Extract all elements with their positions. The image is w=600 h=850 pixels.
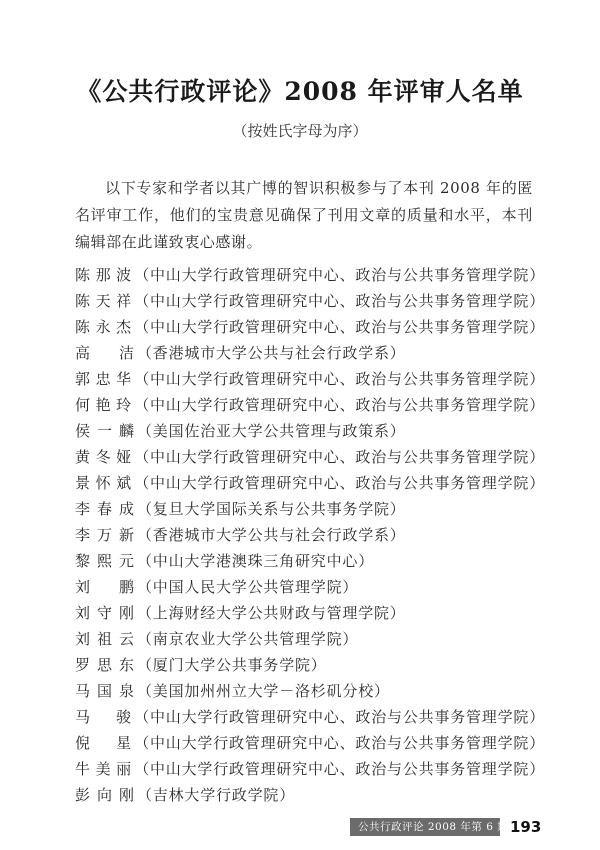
journal-issue-label: 公共行政评论 2008 年第 6 期	[350, 818, 500, 836]
list-item	[75, 522, 545, 548]
reviewer-affiliation: （香港城市大学公共与社会行政学系）	[137, 344, 406, 362]
reviewer-affiliation: （中国人民大学公共管理学院）	[137, 578, 359, 596]
list-item	[75, 652, 545, 678]
reviewer-affiliation: （香港城市大学公共与社会行政学系）	[137, 526, 406, 544]
reviewer-name: 陈天祥	[75, 292, 133, 310]
reviewer-affiliation: （中山大学行政管理研究中心、政治与公共事务管理学院）	[134, 474, 545, 492]
reviewer-name: 黄冬娅	[75, 448, 133, 466]
reviewer-name: 何艳玲	[75, 396, 133, 414]
list-item	[75, 574, 545, 600]
reviewer-name: 陈那波	[75, 266, 133, 284]
list-item	[75, 288, 545, 314]
list-item	[75, 600, 545, 626]
reviewer-list	[75, 262, 545, 808]
reviewer-affiliation: （上海财经大学公共财政与管理学院）	[137, 604, 406, 622]
reviewer-affiliation: （中山大学行政管理研究中心、政治与公共事务管理学院）	[134, 396, 545, 414]
list-item	[75, 730, 545, 756]
reviewer-name: 陈永杰	[75, 318, 133, 336]
list-item	[75, 392, 545, 418]
reviewer-name: 李春成	[75, 500, 135, 518]
reviewer-name: 彭向刚	[75, 786, 135, 804]
page-subtitle: （按姓氏字母为序）	[232, 122, 368, 140]
reviewer-name: 侯一麟	[75, 422, 135, 440]
reviewer-name: 马骏	[75, 708, 133, 726]
reviewer-affiliation: （中山大学港澳珠三角研究中心）	[137, 552, 375, 570]
reviewer-name: 刘守刚	[75, 604, 135, 622]
reviewer-affiliation: （中山大学行政管理研究中心、政治与公共事务管理学院）	[134, 266, 545, 284]
reviewer-affiliation: （厦门大学公共事务学院）	[137, 656, 327, 674]
page-number: 193	[510, 818, 542, 836]
list-item	[75, 756, 545, 782]
list-item	[75, 548, 545, 574]
page-footer	[350, 818, 541, 836]
list-item	[75, 262, 545, 288]
reviewer-affiliation: （复旦大学国际关系与公共事务学院）	[137, 500, 406, 518]
list-item	[75, 782, 545, 808]
reviewer-name: 罗思东	[75, 656, 135, 674]
list-item	[75, 626, 545, 652]
reviewer-name: 牛美丽	[75, 760, 133, 778]
reviewer-affiliation: （中山大学行政管理研究中心、政治与公共事务管理学院）	[134, 370, 545, 388]
reviewer-name: 景怀斌	[75, 474, 133, 492]
list-item	[75, 314, 545, 340]
reviewer-affiliation: （中山大学行政管理研究中心、政治与公共事务管理学院）	[134, 734, 545, 752]
intro-paragraph: 以下专家和学者以其广博的智识积极参与了本刊 2008 年的匿名评审工作，他们的宝贵意见确保了刊用文章的质量和水平，本刊编辑部在此谨致衷心感谢。	[75, 179, 533, 251]
reviewer-name: 郭忠华	[75, 370, 133, 388]
list-item	[75, 366, 545, 392]
reviewer-affiliation: （中山大学行政管理研究中心、政治与公共事务管理学院）	[134, 448, 545, 466]
list-item	[75, 470, 545, 496]
reviewer-affiliation: （中山大学行政管理研究中心、政治与公共事务管理学院）	[134, 760, 545, 778]
reviewer-name: 倪星	[75, 734, 133, 752]
list-item	[75, 418, 545, 444]
reviewer-name: 刘祖云	[75, 630, 135, 648]
reviewer-affiliation: （南京农业大学公共管理学院）	[137, 630, 359, 648]
reviewer-name: 黎熙元	[75, 552, 135, 570]
reviewer-name: 高洁	[75, 344, 135, 362]
reviewer-name: 刘鹏	[75, 578, 135, 596]
reviewer-affiliation: （美国佐治亚大学公共管理与政策系）	[137, 422, 406, 440]
list-item	[75, 340, 545, 366]
reviewer-affiliation: （美国加州州立大学－洛杉矶分校）	[137, 682, 390, 700]
reviewer-affiliation: （中山大学行政管理研究中心、政治与公共事务管理学院）	[134, 318, 545, 336]
page-title: 《公共行政评论》2008 年评审人名单	[76, 77, 524, 106]
reviewer-name: 李万新	[75, 526, 135, 544]
reviewer-name: 马国泉	[75, 682, 135, 700]
list-item	[75, 444, 545, 470]
reviewer-affiliation: （中山大学行政管理研究中心、政治与公共事务管理学院）	[134, 708, 545, 726]
list-item	[75, 678, 545, 704]
list-item	[75, 496, 545, 522]
reviewer-affiliation: （吉林大学行政学院）	[137, 786, 296, 804]
reviewer-affiliation: （中山大学行政管理研究中心、政治与公共事务管理学院）	[134, 292, 545, 310]
list-item	[75, 704, 545, 730]
